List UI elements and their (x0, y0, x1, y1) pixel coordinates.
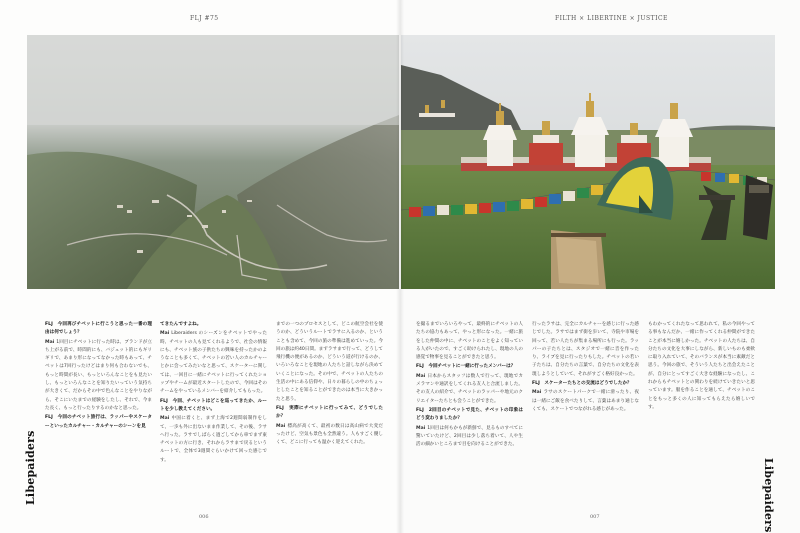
spread-gutter (396, 0, 404, 533)
interview-question: FLJ スケーターたちとの交流はどうでしたか？ (532, 381, 632, 387)
article-column-5 (532, 321, 639, 506)
mountain-valley-photo (27, 35, 399, 289)
interview-answer: Mai 日本からスタッフは数人で行って、現地でカメラマンや通訳をしてくれる友人と合流しました。その友人の紹介で、チベットのラッパーや地元のクリエイターたちとも会うことができた。 (416, 373, 523, 404)
interview-answer: Mai 標高が高くて、最初の数日は高山病で大変だったけど、空気も景色も全然違う。人もすごく優しくて、どこに行っても温かく迎えてくれた。 (276, 423, 383, 446)
article-column-3 (276, 321, 383, 506)
interview-answer: Mai 1回目にチベットに行った時は、ブランドが立ち上がる前で、時間的にも、バジェット的にもギリギリで、あまり形になってなかった時もあって、チベットは7回行ったけどはまり何も合わないでも、もっと時間が長い、もっといろんなことをも見たいし、もっといろんなことを知りたいっていう気持ちが大きくて、だからその中で色んなことをやりながら、そこにいたまでの経験をしたし、それで、今また長く、もっと行ったりするのかなと思った。 (45, 339, 152, 411)
interview-answer: もわかってくれたなって思われて、私の今回やってる事もなんだか、一緒に作ってくれる仲間ができたことが本当に嬉しかった。チベットの人たちは、自分たちの文化を大事にしながら、新しいものも柔軟に取り入れていて、そのバランスが本当に素敵だと思う。今回の旅で、そういう人たちと出会えたことが、自分にとってすごく大きな経験になったし、これからもチベットとの関わりを続けていきたいと思っています。服を作ることを通して、チベットのことをもっと多くの人に知ってもらえたら嬉しいです。 (648, 322, 755, 410)
interview-question: てきたんですよね。 (160, 322, 202, 327)
interview-answer: Mai 1回目は何もかもが新鮮で、見るものすべてに驚いていたけど、2回目は少し落ち着いて、人や生活の細かいところまで目を向けることができた。 (416, 425, 523, 448)
running-head-right: FILTH × LIBERTINE × JUSTICE (555, 15, 668, 22)
interview-answer: を撮るまでいろいろやって、最終的にチベットの人たちの協力もあって、やっと形になった。一緒に旅をした仲間の中に、チベットのことをよく知っている人がいたので、すごく助けられたし、現地の人の感覚で物事を見ることができたと思う。 (416, 322, 523, 361)
article-column-4 (416, 321, 523, 506)
tibetan-stupas-camp-photo (401, 35, 775, 289)
interview-answer: までの一つのプロセスとして、どこの航空会社を使うのか、どういうルートでラサに入るのか、ということも含めて、今回の旅の準備は進めていった。今回の旅は約40日間。まずラサまで行って、どうして飛行機の便があるのか、どういう道が行けるのか、いろいろなことを現地の人たちと話しながら決めていくことになった。その中で、チベットの人たちの生活の中にある信仰や、日々の暮らしの中のちょっとしたことを知ることができたのは本当に大きかったと思う。 (276, 322, 383, 402)
band-name-vertical-left: Libераiders (24, 430, 37, 505)
interview-answer: Mai 中国に着くと、まず上海で2週間弱制作をして、一歩も外に出ないまま作業して、その後、ラサへ行った。ラサでしばらく過ごしてから車でまず東チベットの方に行き、それからラサまで戻るというルートで、全体で3週間ぐらいかけて回った感じです。 (160, 416, 267, 463)
article-column-6 (648, 321, 755, 506)
interview-question: FLJ 今回再びチベットに行こうと思った一番の理由は何でしょう？ (45, 322, 152, 336)
interview-question: FLJ 2回目のチベットで見た、チベットの印象はどう変わりましたか？ (416, 407, 523, 422)
band-name-vertical-right: Libераiders (762, 458, 775, 533)
interview-question: FLJ 今回、チベットはどこを巡ってきたか、ルートを少し教えてください。 (160, 398, 267, 412)
interview-question: FLJ 実際にチベットに行ってみて、どうでしたか？ (276, 405, 383, 420)
interview-answer: Mai Liberaiders のシーズンをチベットでやった時、チベットの人も見てくれるようで、社会の情報にも、チベット族の子供たちの興味を持ったかのようなことも多くて、チベットの若い人のカルチャーとかに会ってみたいなと思って、スケーターに関しては、一回目に一緒にチベットに行ってくれたショップやチームが最近スタートしたので、今回はそのチームをやっているメンバーを紹介してもらった。 (160, 331, 267, 395)
running-head-left: FLJ #75 (190, 15, 219, 22)
page-number-left: 006 (199, 514, 209, 520)
page-number-right: 007 (590, 514, 600, 520)
article-column-1 (45, 321, 152, 506)
article-column-2 (160, 321, 267, 506)
interview-question: FLJ 今回のチベット旅行は、ラッパーやスケーターといったカルチャー・カルチャーのシーンを見 (45, 415, 152, 429)
interview-answer: 行ったラサは、完全にカルチャーを感じに行った感じでした。ラサではまず街を歩いて、寺院や市場を回って、若い人たちが集まる場所にも行った。ラッパーの子たちとは、スタジオで一緒に音を作ったり、ライブを見に行ったりもした。チベットの若い子たちは、自分たちの言葉で、自分たちの文化を表現しようとしていて、それがすごく格好良かった。 (532, 322, 639, 377)
interview-question: FLJ 今回チベットに一緒に行ったメンバーは？ (416, 364, 516, 370)
interview-answer: Mai ラサのスケートパークで一緒に滑ったり、夜は一緒にご飯を食べたりして、言葉はあまり通じなくても、スケートでつながれる感じがあった。 (532, 390, 639, 412)
